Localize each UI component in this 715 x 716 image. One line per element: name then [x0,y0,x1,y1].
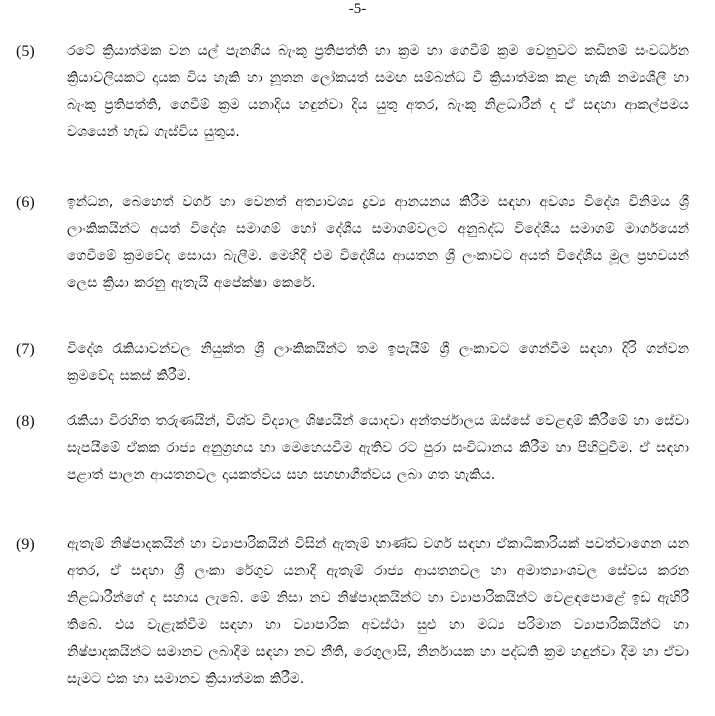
item-number: (8) [16,413,35,430]
item-text: ඉන්ධන, බෙහෙත් වර්ග හා වෙනත් අත්‍යාවශ්‍ය ද්‍රව්‍ය ආනයනය කිරීම සඳහා අවශ්‍ය විදේශ විනිමය ශ්‍රී ලාංකිකයින්ට අයත් විදේශ සමාගම් හෝ දේශීය සමාගම්වලට අනුබද්ධ විදේශීය සමාගම් මාර්ගයෙන් ගෙවීමේ ක්‍රමවේද සොයා බැලීම. මෙහිදී එම විදේශීය ආයතන ශ්‍රී ලංකාවට අයත් විදේශීය මූල ප්‍රභවයන් ලෙස ක්‍රියා කරනු ඇතැයි අපේක්ෂා කෙරේ. [67,194,689,291]
item-number: (5) [16,43,35,60]
item-number: (7) [16,341,35,358]
item-text: විදේශ රැකියාවන්වල නියුක්ත ශ්‍රී ලාංකිකයින්ට තම ඉපැයීම් ශ්‍රී ලංකාවට ගෙන්වීම සඳහා දිරි ගන්වන ක්‍රමවේද සකස් කිරීම. [67,341,689,384]
item-text: රටේ ක්‍රියාත්මක වන යල් පැනගිය බැංකු ප්‍රතිපත්ති හා ක්‍රම හා ගෙවීම් ක්‍රම වෙනුවට කඩිනම් සංවර්ධන ක්‍රියාවලියකට දායක විය හැකි හා නූතන ලෝකයත් සමඟ සම්බන්ධ වී ක්‍රියාත්මක කළ හැකි නම්‍යශීලී හා බැංකු ප්‍රතිපත්ති, ගෙවීම් ක්‍රම යනාදිය හඳුන්වා දිය යුතු අතර, බැංකු නිළධාරීන් ද ඒ සඳහා ආකල්පමය වශයෙන් හැඩ ගැස්විය යුතුය. [67,43,689,140]
item-number: (6) [16,194,35,211]
item-text: ඇතැම් නිෂ්පාදකයින් හා ව්‍යාපාරිකයින් විසින් ඇතැම් භාණ්ඩ වර්ග සඳහා ඒකාධිකාරියක් පවත්වාගෙන යන අතර, ඒ සඳහා ශ්‍රී ලංකා රේගුව යනාදී ඇතැම් රාජ්‍ය ආයතනවල හා අමාත්‍යාංශවල සේවය කරන නිළධාරීන්ගේ ද සහාය ලැබේ. මේ නිසා නව නිෂ්පාදකයින්ට හා ව්‍යාපාරිකයින්ට වෙළඳපොළේ ඉඩ ඇහිරී තිබේ. එය වැළැක්වීම සඳහා හා ව්‍යාපාරික අවස්ථා සුළු හා මධ්‍ය පරිමාන ව්‍යාපාරිකයින්ට හා නිෂ්පාදකයින්ට සමානව ලබාදීම සඳහා නව නීති, රෙගුලාසි, නිර්නායක හා පද්ධති ක්‍රම හඳුන්වා දීම හා ඒවා සැමට එක හා සමානව ක්‍රියාත්මක කිරීම. [67,536,689,687]
item-text: රැකියා විරහිත තරුණයින්, විශ්ව විද්‍යාල ශිෂ්‍යයින් යොදවා අන්තර්ජාලය ඔස්සේ වෙළඳාම් කිරීමේ හා සේවා සැපයීමේ ඒකක රාජ්‍ය අනුග්‍රහය හා මෙහෙයවීම ඇතිව රට පුරා සංවිධානය කිරීම හා පිහිටුවීම. ඒ සඳහා පළාත් පාලන ආයතනවල දායකත්වය සහ සහභාගීත්වය ලබා ගත හැකිය. [67,413,689,483]
item-number: (9) [16,536,35,553]
page-number: -5- [348,1,367,17]
